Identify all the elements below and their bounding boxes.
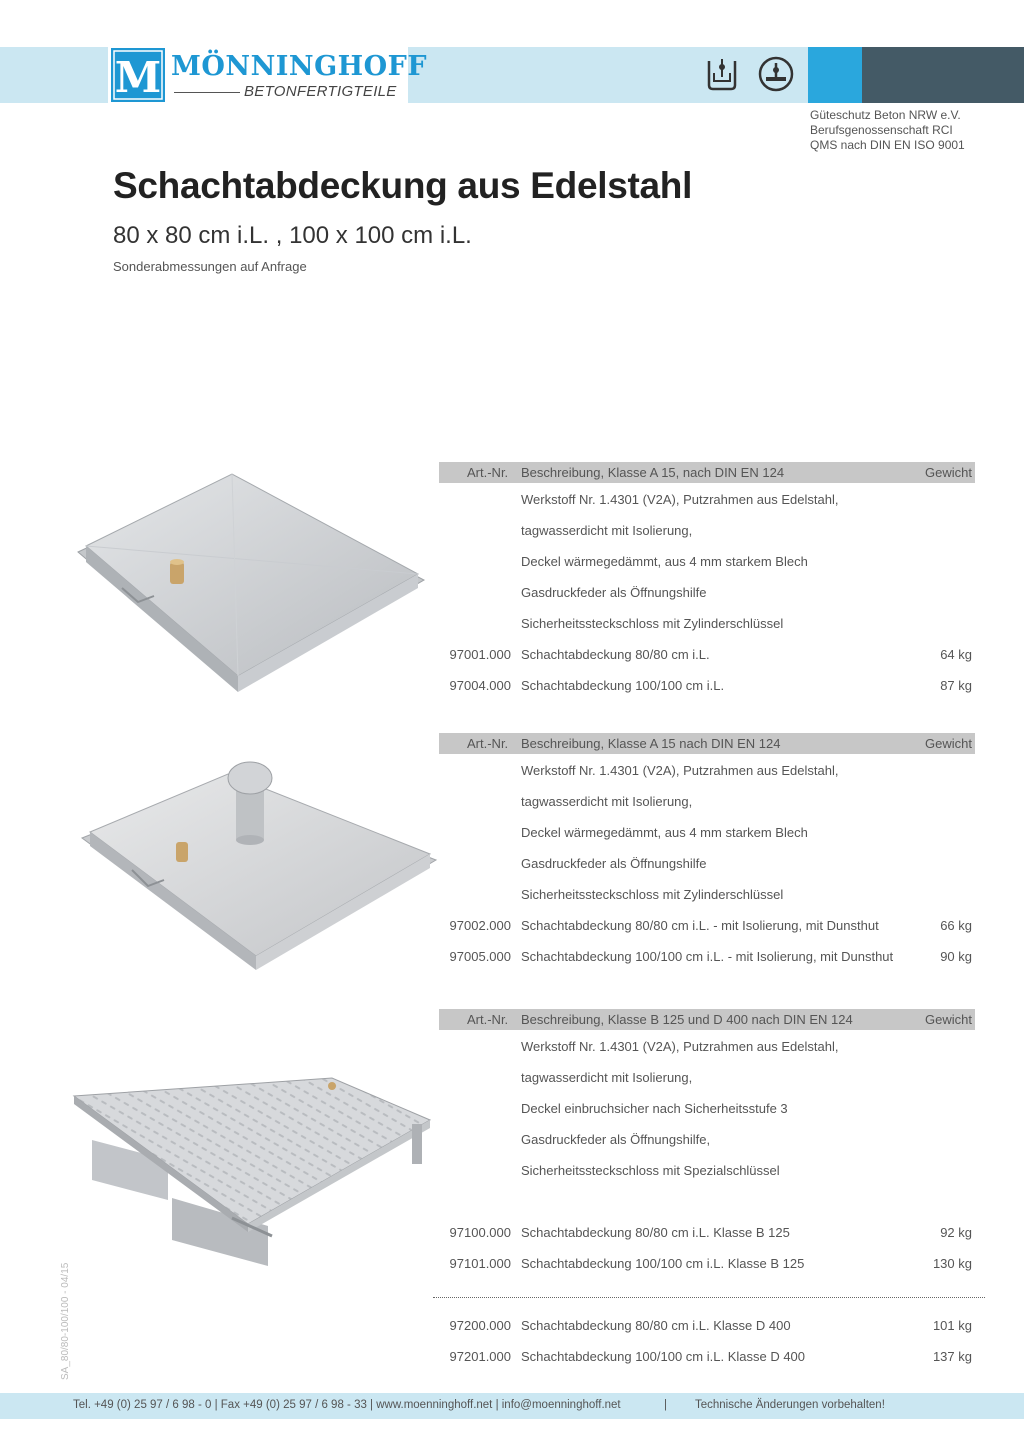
- header-weight: Gewicht: [925, 1012, 972, 1027]
- header-weight: Gewicht: [925, 465, 972, 480]
- table-row: [439, 878, 975, 909]
- row-weight: 90 kg: [940, 949, 972, 964]
- header-article-number: Art.-Nr.: [467, 1012, 509, 1027]
- row-description: Gasdruckfeder als Öffnungshilfe: [521, 856, 707, 871]
- table-row: [439, 909, 975, 940]
- row-article-number: 97001.000: [449, 647, 511, 662]
- table-row: [439, 754, 975, 785]
- brand-logo[interactable]: [108, 45, 428, 103]
- row-description: Schachtabdeckung 80/80 cm i.L. Klasse B 125: [521, 1225, 790, 1240]
- row-weight: 87 kg: [940, 678, 972, 693]
- header-dark-block: [862, 47, 1024, 103]
- table-row: [439, 1030, 975, 1061]
- inspection-gauge-icon: [757, 55, 795, 93]
- page-subtitle: 80 x 80 cm i.L. , 100 x 100 cm i.L.: [113, 222, 472, 249]
- row-article-number: 97002.000: [449, 918, 511, 933]
- row-article-number: 97101.000: [449, 1256, 511, 1271]
- brand-rule: [174, 92, 240, 93]
- product-image-a15: [72, 470, 432, 700]
- header-description: Beschreibung, Klasse B 125 und D 400 nach DIN EN 124: [521, 1012, 853, 1027]
- header-accent-block: [808, 47, 862, 103]
- row-description: Schachtabdeckung 100/100 cm i.L. Klasse D 400: [521, 1349, 806, 1364]
- header-description: Beschreibung, Klasse A 15, nach DIN EN 124: [521, 465, 785, 480]
- row-description: Deckel einbruchsicher nach Sicherheitsstufe 3: [521, 1101, 788, 1116]
- table-row: [439, 1154, 975, 1185]
- table-row: [439, 669, 975, 700]
- row-article-number: 97100.000: [449, 1225, 511, 1240]
- row-description: Gasdruckfeder als Öffnungshilfe,: [521, 1132, 711, 1147]
- row-description: Werkstoff Nr. 1.4301 (V2A), Putzrahmen aus Edelstahl,: [521, 763, 839, 778]
- table-row: [439, 1309, 975, 1340]
- header-article-number: Art.-Nr.: [467, 465, 509, 480]
- table-header: [439, 1009, 975, 1030]
- product-table-a15-vent: [439, 733, 975, 971]
- row-description: Sicherheitssteckschloss mit Zylinderschlüssel: [521, 616, 784, 631]
- certification-list: [810, 108, 965, 153]
- table-row: [439, 816, 975, 847]
- row-description: Schachtabdeckung 80/80 cm i.L.: [521, 647, 710, 662]
- row-article-number: 97201.000: [449, 1349, 511, 1364]
- document-code: SA_80/80-100/100 - 04/15: [60, 1262, 71, 1380]
- table-row: [439, 1092, 975, 1123]
- logo-letter: M: [114, 53, 162, 102]
- dimension-note: Sonderabmessungen auf Anfrage: [113, 259, 307, 274]
- row-weight: 92 kg: [940, 1225, 972, 1240]
- product-image-a15-vent: [78, 752, 440, 982]
- row-description: Deckel wärmegedämmt, aus 4 mm starkem Blech: [521, 825, 808, 840]
- row-description: Sicherheitssteckschloss mit Zylinderschlüssel: [521, 887, 784, 902]
- table-row: [439, 607, 975, 638]
- table-row: [439, 1216, 975, 1247]
- row-description: tagwasserdicht mit Isolierung,: [521, 523, 693, 538]
- table-row: [439, 1340, 975, 1371]
- table-row: [439, 940, 975, 971]
- table-header: [439, 733, 975, 754]
- table-row: [439, 847, 975, 878]
- row-article-number: 97005.000: [449, 949, 511, 964]
- row-description: Gasdruckfeder als Öffnungshilfe: [521, 585, 707, 600]
- water-tank-icon: [703, 55, 741, 93]
- row-description: Sicherheitssteckschloss mit Spezialschlüssel: [521, 1163, 780, 1178]
- table-row: [439, 545, 975, 576]
- product-table-b125-d400: [439, 1009, 975, 1371]
- footer-band: [0, 1393, 1024, 1419]
- row-description: tagwasserdicht mit Isolierung,: [521, 1070, 693, 1085]
- product-table-a15: [439, 462, 975, 700]
- row-description: Werkstoff Nr. 1.4301 (V2A), Putzrahmen aus Edelstahl,: [521, 1039, 839, 1054]
- footer-separator: |: [664, 1399, 667, 1411]
- certification-line: Berufsgenossenschaft RCI: [810, 123, 953, 137]
- table-spacer: [439, 1185, 975, 1216]
- footer-contact[interactable]: Tel. +49 (0) 25 97 / 6 98 - 0 | Fax +49 (0) 25 97 / 6 98 - 33 | www.moenninghoff.net | info@moenninghoff.net: [73, 1399, 621, 1411]
- table-row: [439, 785, 975, 816]
- table-row: [439, 1247, 975, 1278]
- table-row: [439, 576, 975, 607]
- header-description: Beschreibung, Klasse A 15 nach DIN EN 124: [521, 736, 781, 751]
- table-row: [439, 638, 975, 669]
- product-image-b125-d400: [72, 1068, 434, 1268]
- row-description: Schachtabdeckung 100/100 cm i.L. Klasse B 125: [521, 1256, 805, 1271]
- certification-line: QMS nach DIN EN ISO 9001: [810, 138, 965, 152]
- brand-subtitle: BETONFERTIGTEILE: [244, 83, 397, 100]
- row-weight: 101 kg: [932, 1318, 972, 1333]
- table-row: [439, 1061, 975, 1092]
- row-article-number: 97200.000: [449, 1318, 511, 1333]
- row-weight: 66 kg: [940, 918, 972, 933]
- row-weight: 64 kg: [940, 647, 972, 662]
- table-row: [439, 483, 975, 514]
- page-title: Schachtabdeckung aus Edelstahl: [113, 165, 693, 206]
- table-row: [439, 1123, 975, 1154]
- row-weight: 137 kg: [932, 1349, 972, 1364]
- dotted-divider: [433, 1297, 985, 1298]
- row-description: Werkstoff Nr. 1.4301 (V2A), Putzrahmen aus Edelstahl,: [521, 492, 839, 507]
- brand-name: MÖNNINGHOFF: [171, 51, 428, 82]
- table-spacer: [439, 1278, 975, 1309]
- table-row: [439, 514, 975, 545]
- row-description: tagwasserdicht mit Isolierung,: [521, 794, 693, 809]
- row-description: Schachtabdeckung 80/80 cm i.L. - mit Isolierung, mit Dunsthut: [521, 918, 879, 933]
- footer-disclaimer: Technische Änderungen vorbehalten!: [695, 1399, 885, 1411]
- table-header: [439, 462, 975, 483]
- logo-m-icon: [111, 48, 165, 102]
- row-weight: 130 kg: [932, 1256, 972, 1271]
- row-article-number: 97004.000: [449, 678, 511, 693]
- row-description: Schachtabdeckung 100/100 cm i.L. - mit Isolierung, mit Dunsthut: [521, 949, 894, 964]
- certification-line: Güteschutz Beton NRW e.V.: [810, 108, 961, 122]
- header-article-number: Art.-Nr.: [467, 736, 509, 751]
- header-weight: Gewicht: [925, 736, 972, 751]
- row-description: Deckel wärmegedämmt, aus 4 mm starkem Blech: [521, 554, 808, 569]
- row-description: Schachtabdeckung 100/100 cm i.L.: [521, 678, 725, 693]
- row-description: Schachtabdeckung 80/80 cm i.L. Klasse D 400: [521, 1318, 791, 1333]
